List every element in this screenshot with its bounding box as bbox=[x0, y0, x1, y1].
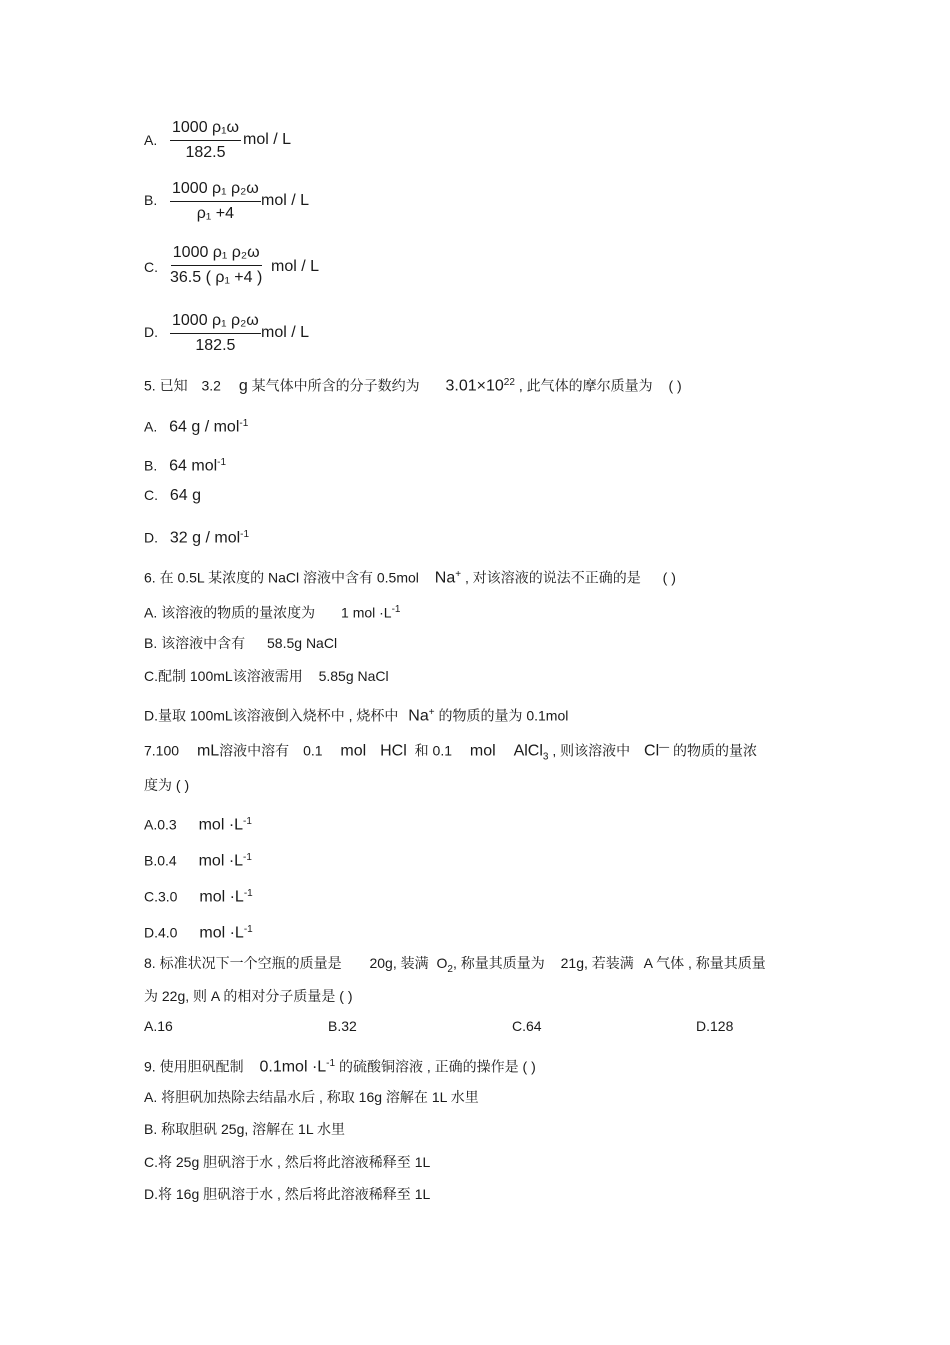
option-exponent: -1 bbox=[243, 852, 252, 863]
fraction bbox=[170, 243, 262, 288]
q7-option-c bbox=[144, 884, 253, 908]
q7-stem-subscript: 3 bbox=[542, 751, 549, 763]
option-value: Na bbox=[408, 707, 429, 725]
q6-stem-ion: Na bbox=[434, 569, 456, 587]
option-text: C.配制 100mL该溶液需用 bbox=[144, 668, 303, 684]
option-value: mol ·L bbox=[198, 852, 244, 870]
q8-stem-subscript: 2 bbox=[447, 963, 453, 975]
q6-option-c bbox=[144, 666, 389, 686]
option-tail: 的物质的量为 0.1mol bbox=[438, 707, 569, 724]
option-label: B. bbox=[144, 192, 158, 208]
denominator: 182.5 bbox=[185, 144, 226, 161]
q9-stem-part: 9. 使用胆矾配制 bbox=[144, 1058, 244, 1075]
option-exponent: + bbox=[428, 707, 435, 718]
unit: mol / L bbox=[271, 258, 320, 275]
option-exponent: -1 bbox=[240, 529, 250, 540]
q7-stem-ion: Cl bbox=[644, 742, 660, 760]
option-exponent: -1 bbox=[243, 888, 253, 899]
q8-option-a: A.16 bbox=[144, 1018, 173, 1034]
q7-stem-line1 bbox=[144, 738, 757, 767]
q5-stem-unit: g bbox=[238, 377, 248, 395]
q7-option-b bbox=[144, 848, 252, 872]
q5-stem-part: , 此气体的摩尔质量为 bbox=[518, 377, 653, 394]
q7-option-a bbox=[144, 812, 252, 836]
option-value: 1 mol ·L bbox=[341, 604, 392, 621]
denominator: ρ₁ +4 bbox=[196, 205, 234, 222]
q7-stem-part: 和 0.1 bbox=[414, 742, 453, 759]
q7-stem-part: 溶液中溶有 bbox=[219, 742, 290, 759]
fraction bbox=[170, 179, 261, 224]
q7-stem-part: 的物质的量浓 bbox=[673, 742, 758, 759]
option-value: 5.85g NaCl bbox=[318, 668, 389, 684]
q7-stem-part: , 则该溶液中 bbox=[552, 742, 631, 759]
option-label: C. bbox=[144, 487, 158, 503]
q9-option-a: A. 将胆矾加热除去结晶水后 , 称取 16g 溶解在 1L 水里 bbox=[144, 1089, 479, 1105]
option-value: 64 g bbox=[169, 487, 202, 504]
option-value: mol ·L bbox=[199, 888, 244, 906]
q5-option-c bbox=[144, 485, 201, 506]
option-text: D.量取 100mL该溶液倒入烧杯中 , 烧杯中 bbox=[144, 707, 399, 724]
option-label: A.0.3 bbox=[144, 816, 177, 833]
q9-stem-part: 的硫酸铜溶液 , 正确的操作是 ( ) bbox=[338, 1058, 536, 1075]
q8-stem-part: A 气体 , 称量其质量 bbox=[643, 955, 766, 971]
q7-stem-charge: — bbox=[659, 742, 670, 753]
q8-option-b: B.32 bbox=[328, 1018, 357, 1034]
fraction bbox=[170, 311, 261, 356]
q7-stem-unit: mL bbox=[196, 742, 220, 760]
option-value: 58.5g NaCl bbox=[267, 635, 338, 651]
q8-stem-line1 bbox=[144, 953, 766, 980]
q8-stem-part: , 称量其质量为 bbox=[452, 955, 545, 971]
denominator: 36.5 ( ρ₁ +4 ) bbox=[170, 269, 263, 286]
q6-stem-part: 6. 在 0.5L 某浓度的 NaCl 溶液中含有 0.5mol bbox=[144, 569, 419, 586]
unit: mol / L bbox=[261, 192, 310, 209]
option-value: mol ·L bbox=[199, 924, 244, 942]
q6-stem bbox=[144, 565, 676, 589]
q9-stem-exponent: -1 bbox=[326, 1058, 336, 1069]
q7-stem-part: 7.100 bbox=[144, 742, 180, 759]
option-label: D. bbox=[144, 529, 158, 546]
q6-option-d bbox=[144, 703, 568, 727]
option-value: 32 g / mol bbox=[169, 529, 241, 547]
q8-stem-part: 21g, 若装满 bbox=[560, 955, 634, 971]
q5-option-d bbox=[144, 525, 249, 549]
q7-stem-unit: mol bbox=[340, 742, 367, 760]
option-value: mol ·L bbox=[198, 816, 244, 834]
q5-stem-part: 5. 已知 bbox=[144, 377, 188, 394]
q9-option-d: D.将 16g 胆矾溶于水 , 然后将此溶液稀释至 1L bbox=[144, 1186, 431, 1202]
q5-stem-mass: 3.2 bbox=[201, 377, 221, 394]
unit: mol / L bbox=[261, 324, 310, 341]
option-exponent: -1 bbox=[243, 924, 253, 935]
q7-stem-compound: AlCl bbox=[513, 742, 543, 760]
q6-stem-part: , 对该溶液的说法不正确的是 bbox=[464, 569, 641, 586]
option-label: B. bbox=[144, 457, 158, 474]
option-label: B.0.4 bbox=[144, 852, 177, 869]
q7-stem-line2: 度为 ( ) bbox=[144, 777, 190, 793]
option-value: 64 mol bbox=[169, 457, 218, 475]
option-label: C. bbox=[144, 259, 158, 275]
answer-paren: ( ) bbox=[668, 377, 682, 394]
option-label: D. bbox=[144, 324, 158, 340]
answer-paren: ( ) bbox=[662, 569, 676, 586]
q8-option-d: D.128 bbox=[696, 1018, 734, 1034]
option-exponent: -1 bbox=[239, 418, 249, 429]
q8-stem-part: 8. 标准状况下一个空瓶的质量是 bbox=[144, 955, 342, 971]
option-value: 64 g / mol bbox=[169, 418, 240, 436]
q8-stem-gas: O bbox=[436, 955, 448, 971]
option-label: A. bbox=[144, 132, 158, 148]
q8-stem-line2: 为 22g, 则 A 的相对分子质量是 ( ) bbox=[144, 988, 353, 1004]
q6-option-b bbox=[144, 633, 337, 653]
q5-stem-exponent: 22 bbox=[503, 377, 515, 388]
option-exponent: -1 bbox=[391, 604, 401, 615]
option-label: C.3.0 bbox=[144, 888, 178, 905]
option-text: B. 该溶液中含有 bbox=[144, 635, 246, 651]
q7-option-d bbox=[144, 920, 253, 944]
option-text: A. 该溶液的物质的量浓度为 bbox=[144, 604, 316, 621]
q9-stem-concentration: 0.1mol ·L bbox=[259, 1058, 327, 1076]
option-label: D.4.0 bbox=[144, 924, 178, 941]
q9-stem bbox=[144, 1054, 536, 1078]
numerator: 1000 ρ₁ω bbox=[170, 118, 241, 141]
q7-stem-unit: mol bbox=[469, 742, 496, 760]
q8-option-c: C.64 bbox=[512, 1018, 542, 1034]
option-label: A. bbox=[144, 418, 158, 435]
fraction bbox=[170, 118, 241, 163]
numerator: 1000 ρ₁ ρ₂ω bbox=[171, 243, 262, 266]
unit: mol / L bbox=[243, 131, 292, 148]
q9-option-c: C.将 25g 胆矾溶于水 , 然后将此溶液稀释至 1L bbox=[144, 1154, 431, 1170]
q5-stem-part: 某气体中所含的分子数约为 bbox=[251, 377, 420, 394]
q5-option-b bbox=[144, 453, 226, 477]
q7-stem-part: 0.1 bbox=[303, 742, 323, 759]
option-exponent: -1 bbox=[217, 457, 227, 468]
q6-stem-charge: + bbox=[455, 569, 462, 580]
q5-stem-number: 3.01×10 bbox=[445, 377, 504, 395]
q5-stem bbox=[144, 373, 682, 397]
q7-stem-compound: HCl bbox=[380, 742, 407, 760]
q8-stem-part: 20g, 装满 bbox=[369, 955, 429, 971]
q9-option-b: B. 称取胆矾 25g, 溶解在 1L 水里 bbox=[144, 1121, 345, 1137]
option-exponent: -1 bbox=[243, 816, 252, 827]
q6-option-a bbox=[144, 600, 401, 623]
q5-option-a bbox=[144, 414, 248, 438]
numerator: 1000 ρ₁ ρ₂ω bbox=[170, 179, 261, 202]
numerator: 1000 ρ₁ ρ₂ω bbox=[170, 311, 261, 334]
denominator: 182.5 bbox=[195, 337, 236, 354]
